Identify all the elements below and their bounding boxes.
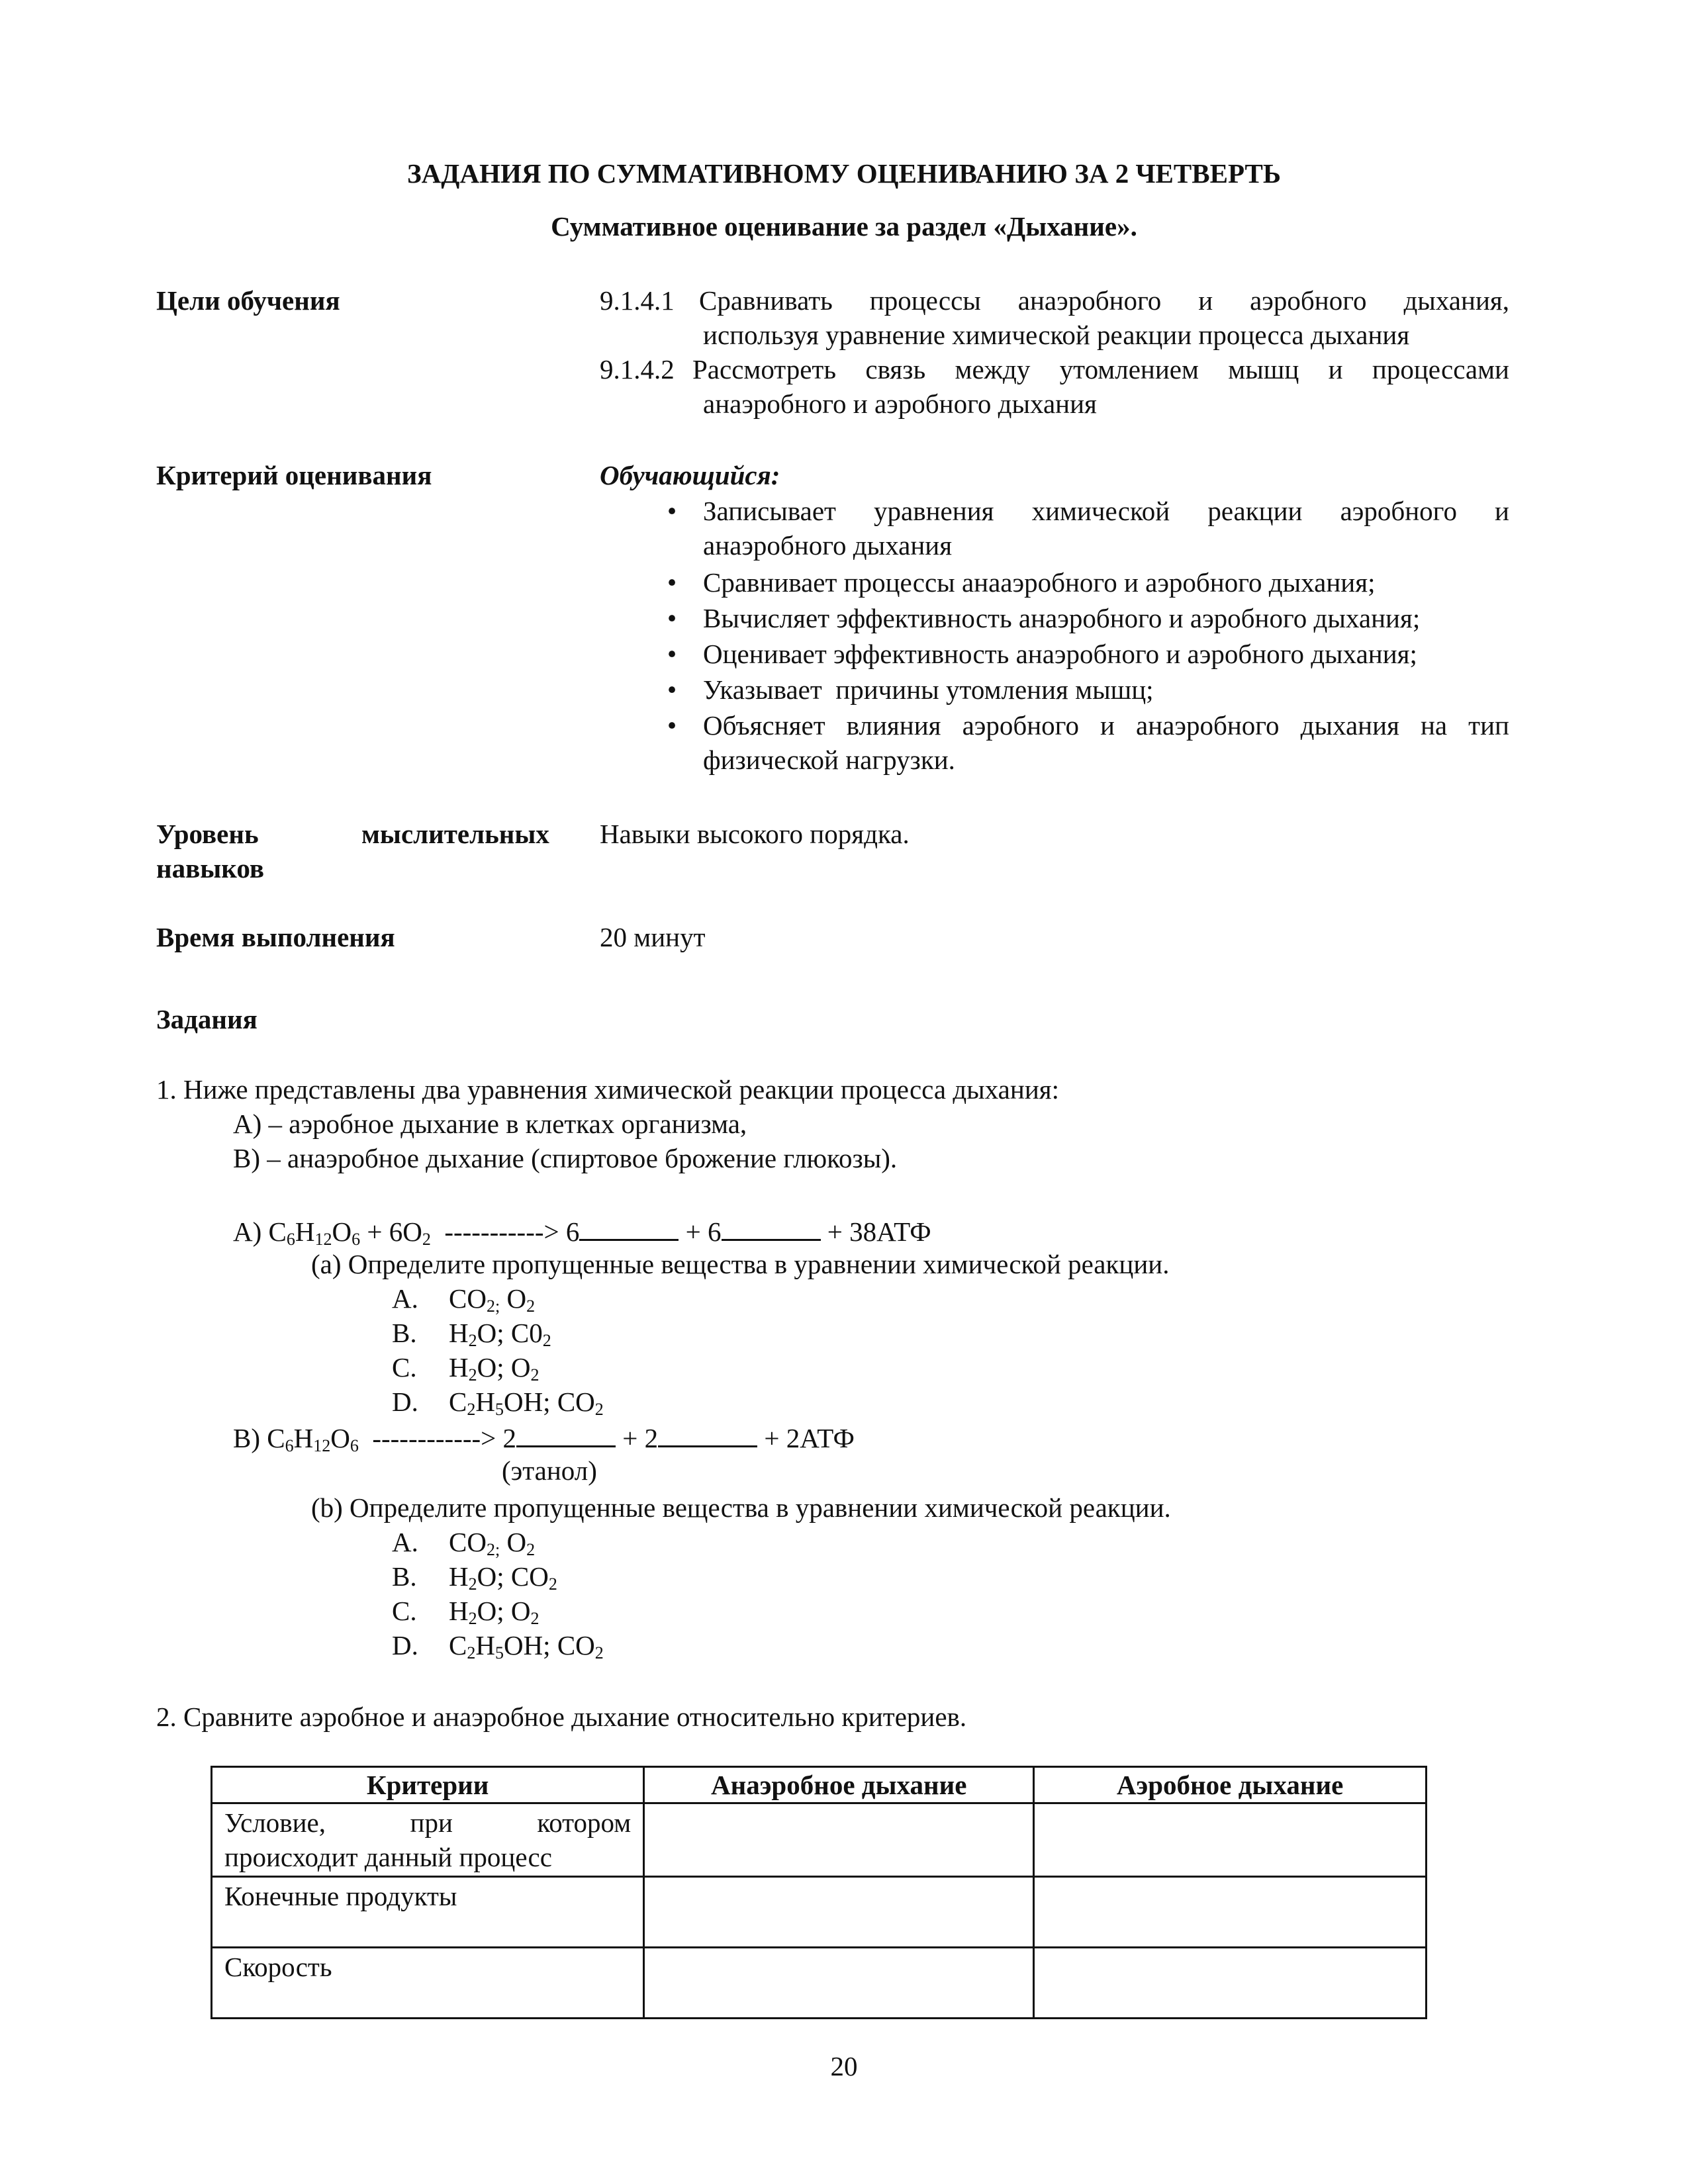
criteria-item: Вычисляет эффективность анаэробного и аэробного дыхания;: [703, 603, 1421, 633]
answer-cell[interactable]: [1034, 1877, 1427, 1948]
option-a-D: D. $C_2H_5OH$; $CO_2$: [392, 1387, 604, 1419]
answer-cell[interactable]: [1034, 1948, 1427, 2019]
goal-2-line-2: анаэробного и аэробного дыхания: [703, 388, 1097, 419]
option-a-C: C. $H_2O$; $O_2$: [392, 1352, 539, 1385]
page-title: ЗАДАНИЯ ПО СУММАТИВНОМУ ОЦЕНИВАНИЮ ЗА 2 ЧЕТВЕРТЬ: [407, 158, 1281, 189]
bullet-icon: •: [667, 710, 677, 741]
row-label: Скорость: [212, 1948, 644, 2019]
answer-cell[interactable]: [644, 1877, 1034, 1948]
criteria-item-cont: физической нагрузки.: [703, 745, 955, 775]
bullet-icon: •: [667, 603, 677, 633]
goal-1-line-1: Сравнивать процессы анаэробного и аэробного дыхания,: [699, 285, 1509, 316]
bullet-icon: •: [667, 639, 677, 669]
tasks-heading: Задания: [156, 1004, 258, 1034]
criteria-item: Записывает уравнения химической реакции аэробного и: [703, 496, 1509, 526]
option-a-B: B. $H_2O$; $C0_2$: [392, 1318, 551, 1350]
task-1-intro: 1. Ниже представлены два уравнения химической реакции процесса дыхания:: [156, 1074, 1060, 1105]
column-header: Анаэробное дыхание: [644, 1767, 1034, 1803]
level-value: Навыки высокого порядка.: [600, 819, 910, 849]
criteria-item: Оценивает эффективность анаэробного и аэробного дыхания;: [703, 639, 1417, 669]
blank-field: [516, 1419, 616, 1447]
bullet-icon: •: [667, 567, 677, 598]
table-row: [212, 1948, 1427, 2019]
row-label: Конечные продукты: [212, 1877, 644, 1948]
task-1-note-a: А) – аэробное дыхание в клетках организма,: [233, 1109, 747, 1139]
answer-cell[interactable]: [644, 1803, 1034, 1877]
table-row: [212, 1877, 1427, 1948]
option-b-C: C. $H_2O$; $O_2$: [392, 1596, 539, 1628]
goal-1-line-2: используя уравнение химической реакции процесса дыхания: [703, 320, 1410, 350]
bullet-icon: •: [667, 674, 677, 705]
option-b-B: B. $H_2O$; $CO_2$: [392, 1561, 557, 1594]
bullet-icon: •: [667, 496, 677, 526]
goal-2-code: 9.1.4.2: [600, 354, 675, 385]
goals-label: Цели обучения: [156, 285, 340, 316]
question-b: (b) Определите пропущенные вещества в уравнении химической реакции.: [311, 1492, 1171, 1523]
option-a-A: A. $CO_{2;}$ $O_2$: [392, 1283, 536, 1316]
level-label-3: навыков: [156, 853, 264, 884]
goal-2-line-1: Рассмотреть связь между утомлением мышц и процессами: [692, 354, 1509, 385]
goal-2: [600, 352, 1509, 421]
goal-1: [600, 283, 1509, 352]
row-label: Условие, при котором происходит данный процесс: [212, 1803, 644, 1877]
answer-cell[interactable]: [1034, 1803, 1427, 1877]
comparison-table: [211, 1766, 1427, 2019]
column-header: Критерии: [212, 1767, 644, 1803]
task-1-note-b: В) – анаэробное дыхание (спиртовое брожение глюкозы).: [233, 1143, 898, 1173]
equation-b: В) $C_6H_{12}O_6$ ------------> 2 + 2 + 2АТФ: [233, 1419, 855, 1455]
question-a: (a) Определите пропущенные вещества в уравнении химической реакции.: [311, 1249, 1170, 1279]
criteria-item-cont: анаэробного дыхания: [703, 530, 953, 561]
blank-field: [658, 1419, 757, 1447]
criteria-label: Критерий оценивания: [156, 460, 432, 490]
answer-cell[interactable]: [644, 1948, 1034, 2019]
option-b-D: D. $C_2H_5OH$; $CO_2$: [392, 1630, 604, 1662]
equation-a: А) $C_6H_{12}O_6 + 6O_2$ -----------> 6 + 6 + 38АТФ: [233, 1212, 931, 1249]
criteria-item: Указывает причины утомления мышц;: [703, 674, 1154, 705]
ethanol-label: (этанол): [502, 1455, 597, 1486]
page-number: 20: [830, 2051, 858, 2081]
page-subtitle: Суммативное оценивание за раздел «Дыхание».: [551, 211, 1137, 242]
blank-field: [722, 1212, 821, 1241]
time-label: Время выполнения: [156, 922, 395, 952]
table-row: [212, 1803, 1427, 1877]
level-label-1: Уровень: [156, 819, 259, 849]
option-b-A: A. $CO_{2;}$ $O_2$: [392, 1527, 536, 1559]
time-value: 20 минут: [600, 922, 706, 952]
criteria-intro: Обучающийся:: [600, 460, 780, 490]
task-2-intro: 2. Сравните аэробное и анаэробное дыхание относительно критериев.: [156, 1702, 967, 1732]
criteria-item: Сравнивает процессы анааэробного и аэробного дыхания;: [703, 567, 1376, 598]
level-label-2: мыслительных: [361, 819, 549, 849]
goal-1-code: 9.1.4.1: [600, 285, 675, 316]
table-header-row: [212, 1767, 1427, 1803]
blank-field: [579, 1212, 679, 1241]
criteria-item: Объясняет влияния аэробного и анаэробного дыхания на тип: [703, 710, 1509, 741]
column-header: Аэробное дыхание: [1034, 1767, 1427, 1803]
